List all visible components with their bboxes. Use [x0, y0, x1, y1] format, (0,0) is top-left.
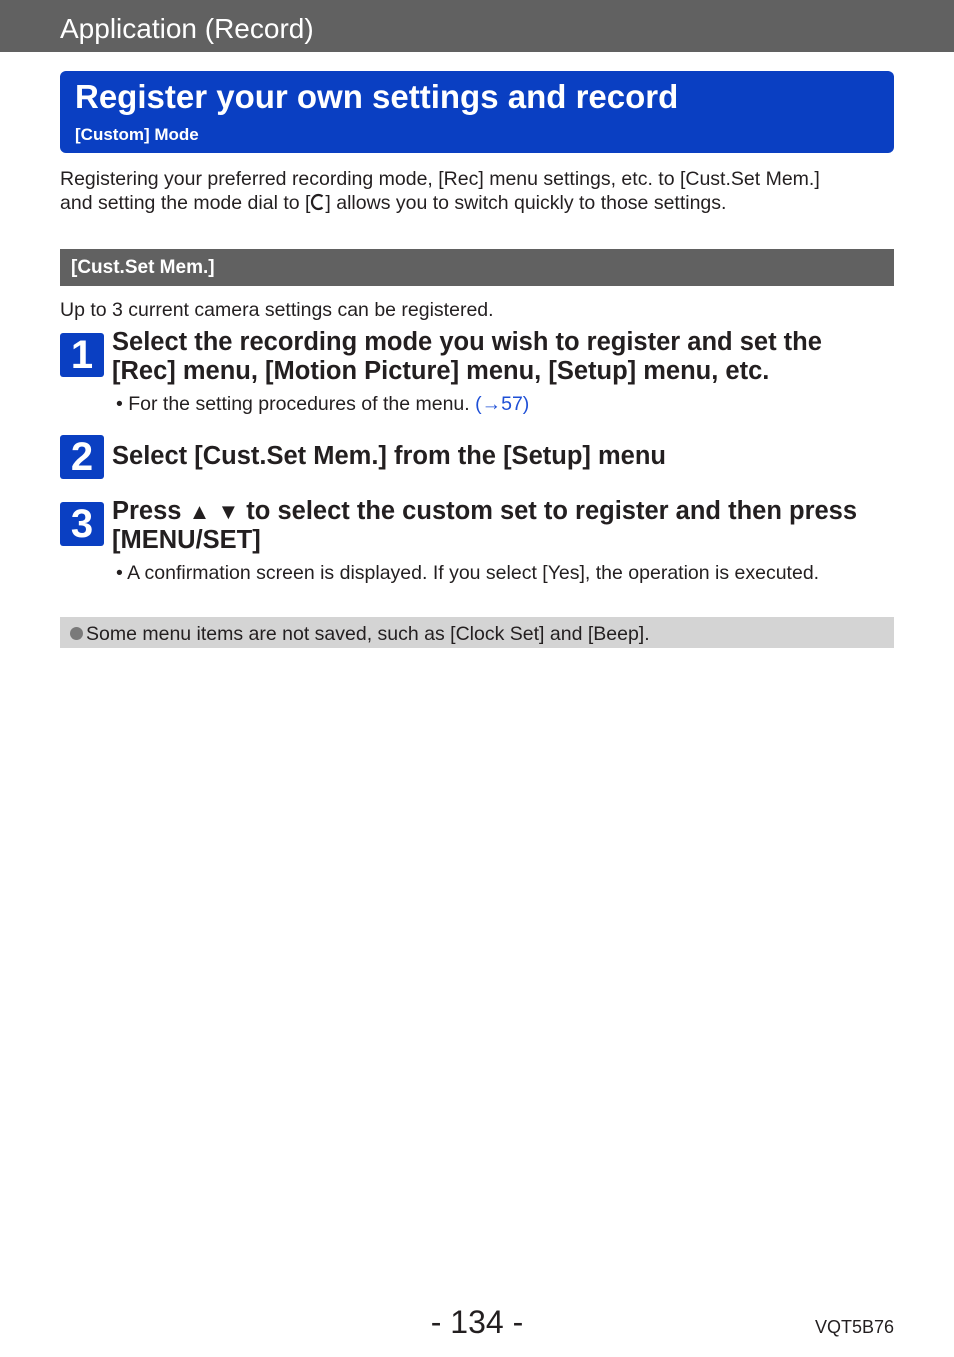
bullet-dot-icon	[70, 627, 83, 640]
step-1-number: 1	[60, 333, 104, 377]
up-arrow-icon: ▲	[188, 499, 211, 524]
intro-line-2-start: and setting the mode dial to [	[60, 192, 311, 214]
step-1-bullet-text: • For the setting procedures of the menu.	[116, 393, 476, 415]
page-57-link[interactable]: (→57)	[475, 393, 530, 415]
section-title: [Cust.Set Mem.]	[71, 257, 215, 278]
note-text: Some menu items are not saved, such as [Clock Set] and [Beep].	[86, 623, 650, 645]
intro-line-1: Registering your preferred recording mode, [Rec] menu settings, etc. to [Cust.Set Mem.]	[60, 168, 820, 190]
page-title: Register your own settings and record	[75, 78, 679, 115]
section-bar	[60, 249, 894, 286]
intro-line-2-end: ] allows you to switch quickly to those settings.	[325, 192, 727, 214]
step-3-title-rest: to select the custom set to register and then press	[239, 497, 858, 525]
custom-mode-icon	[310, 193, 325, 211]
page-number: - 134 -	[430, 1304, 524, 1340]
document-code: VQT5B76	[814, 1317, 894, 1337]
step-3-bullet: • A confirmation screen is displayed. If you select [Yes], the operation is executed.	[116, 562, 820, 584]
step-1-title	[112, 328, 894, 386]
step-2-title: Select [Cust.Set Mem.] from the [Setup] menu	[112, 442, 666, 470]
header-bar	[0, 0, 954, 52]
step-1-title-line-2: [Rec] menu, [Motion Picture] menu, [Setup] menu, etc.	[112, 357, 770, 385]
step-3-number: 3	[60, 502, 104, 546]
intro-paragraph	[60, 167, 894, 215]
step-3-title-line-2: [MENU/SET]	[112, 526, 261, 554]
note-box	[60, 617, 894, 648]
step-3-title	[112, 497, 894, 555]
step-1-title-line-1: Select the recording mode you wish to register and set the	[112, 328, 822, 356]
title-banner	[60, 71, 894, 153]
page-subtitle: [Custom] Mode	[75, 125, 199, 144]
section-header: Application (Record)	[60, 13, 314, 44]
down-arrow-icon: ▼	[217, 499, 240, 524]
step-1-bullet	[116, 392, 529, 416]
step-3-press-text: Press	[112, 497, 189, 525]
step-2-number: 2	[60, 435, 104, 479]
section-intro: Up to 3 current camera settings can be registered.	[60, 299, 494, 321]
